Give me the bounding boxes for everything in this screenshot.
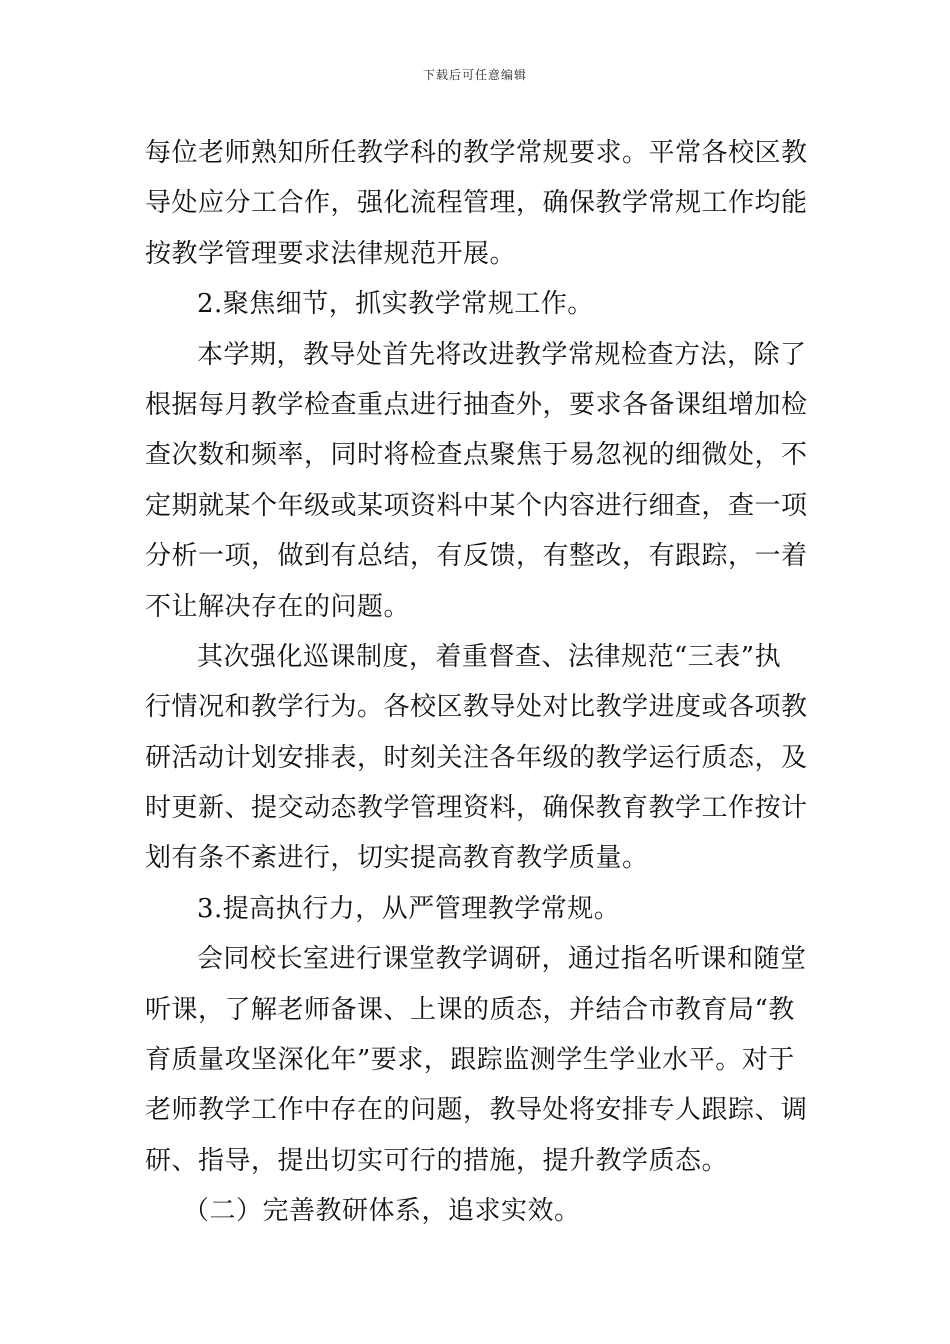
text-line: 育质量攻坚深化年”要求，跟踪监测学生学业水平。对于 [145, 1045, 795, 1076]
text-line: 查次数和频率，同时将检查点聚焦于易忽视的细微处，不 [145, 440, 808, 471]
text-line: 不让解决存在的问题。 [145, 591, 411, 622]
text-line: 老师教学工作中存在的问题，教导处将安排专人跟踪、调 [145, 1095, 808, 1126]
text-line: 分析一项，做到有总结，有反馈，有整改，有跟踪，一着 [145, 541, 808, 572]
text-line: 研活动计划安排表，时刻关注各年级的教学运行质态，及 [145, 742, 808, 773]
text-line: 本学期，教导处首先将改进教学常规检查方法，除了 [197, 339, 807, 370]
document-body [145, 128, 807, 1237]
text-line: 时更新、提交动态教学管理资料，确保教育教学工作按计 [145, 793, 808, 824]
text-line: 根据每月教学检查重点进行抽查外，要求各备课组增加检 [145, 389, 808, 420]
text-line: 划有条不紊进行，切实提高教育教学质量。 [145, 843, 649, 874]
section-heading: 3.提高执行力，从严管理教学常规。 [197, 893, 621, 924]
text-line: 其次强化巡课制度，着重督查、法律规范“三表”执 [197, 641, 782, 672]
section-heading: （二）完善教研体系，追求实效。 [183, 1196, 581, 1227]
page-header: 下载后可任意编辑 [422, 68, 527, 82]
text-line: 每位老师熟知所任教学科的教学常规要求。平常各校区教 [145, 138, 808, 168]
text-line: 行情况和教学行为。各校区教导处对比教学进度或各项教 [145, 692, 808, 723]
text-line: 导处应分工合作，强化流程管理，确保教学常规工作均能 [145, 188, 808, 219]
section-heading: 2.聚焦细节，抓实教学常规工作。 [197, 289, 594, 320]
text-line: 定期就某个年级或某项资料中某个内容进行细查，查一项 [145, 490, 808, 521]
text-line: 研、指导，提出切实可行的措施，提升教学质态。 [145, 1145, 729, 1176]
text-line: 听课，了解老师备课、上课的质态，并结合市教育局“教 [145, 994, 795, 1025]
text-line: 按教学管理要求法律规范开展。 [145, 238, 517, 269]
text-line: 会同校长室进行课堂教学调研，通过指名听课和随堂 [197, 944, 807, 975]
